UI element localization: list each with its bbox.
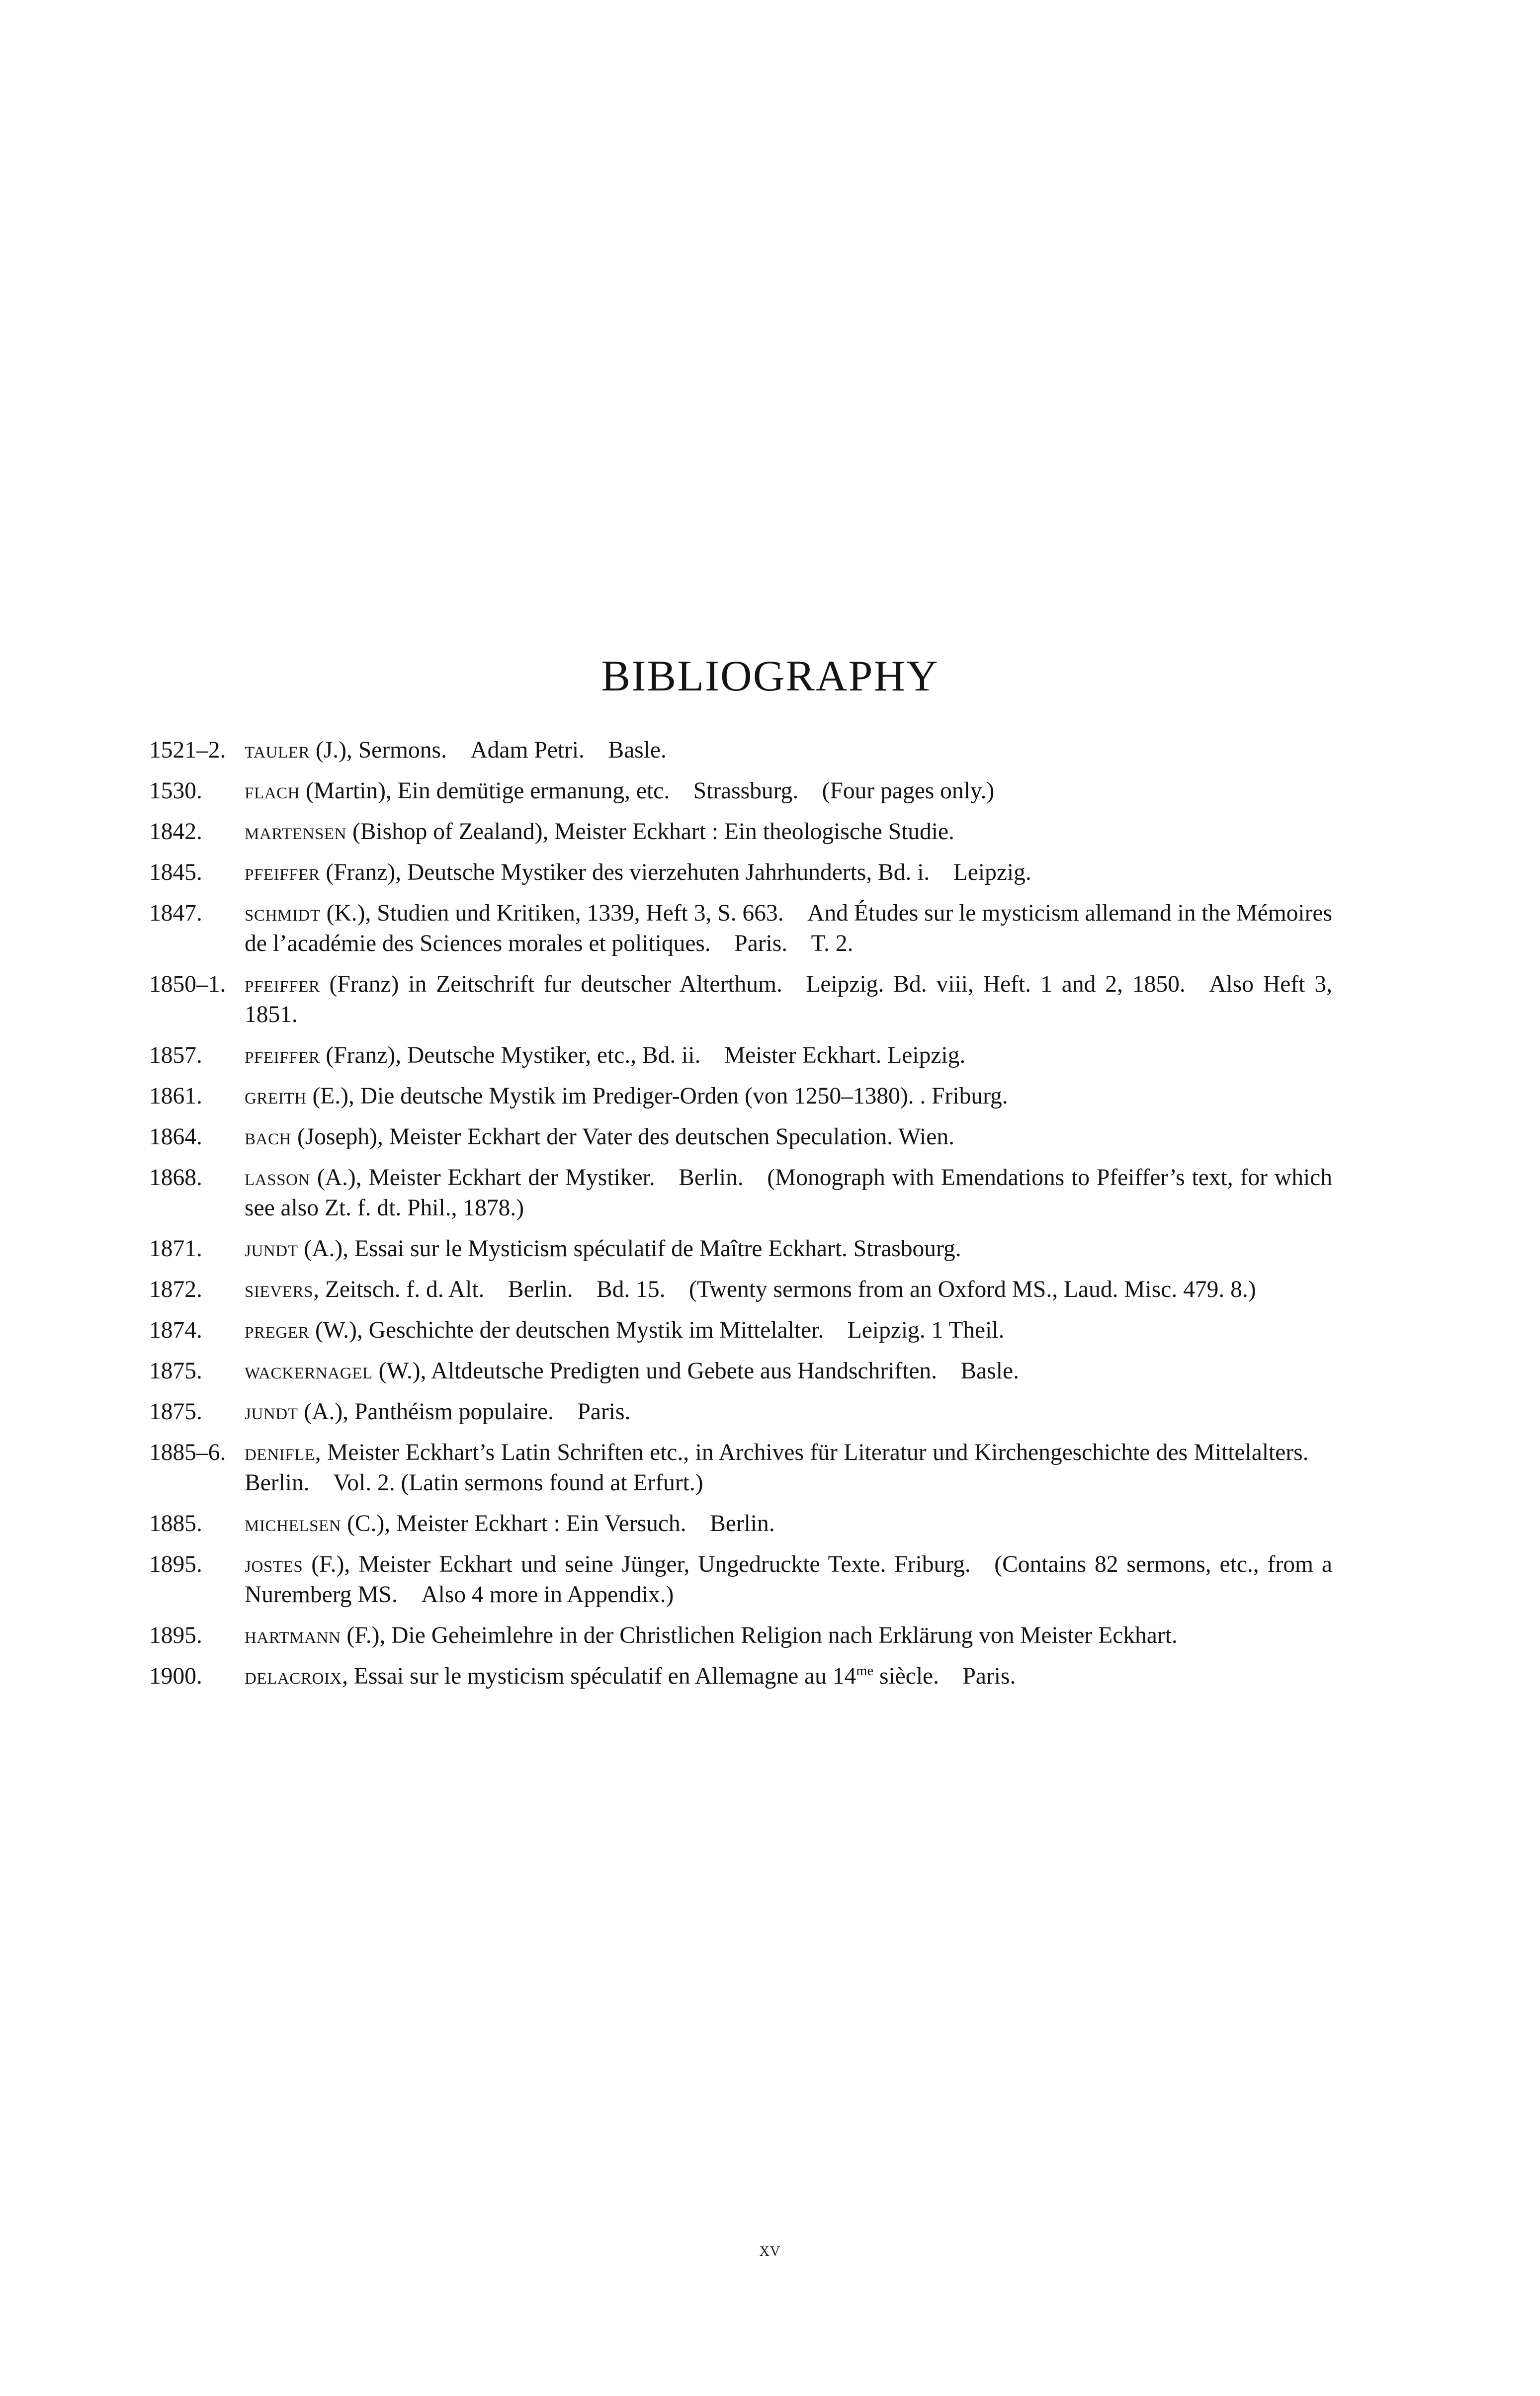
entry-author: jundt [245, 1399, 298, 1425]
entry-text-tail: siècle. Paris. [873, 1663, 1016, 1689]
entry-text: (F.), Meister Eckhart und seine Jünger, Ungedruckte Texte. Friburg. (Contains 82 sermons, etc., from a Nuremberg MS. Also 4 more in Appendix.) [245, 1551, 1332, 1608]
entry-body [188, 735, 1332, 766]
entry-body [188, 1122, 1332, 1152]
entry-text: (Joseph), Meister Eckhart der Vater des deutschen Speculation. Wien. [291, 1124, 954, 1150]
entry-body [188, 1040, 1332, 1071]
entry-text: (A.), Panthéism populaire. Paris. [298, 1399, 631, 1425]
bibliography-entry [149, 1040, 1332, 1071]
bibliography-entry [149, 1315, 1332, 1346]
entry-text: (Franz), Deutsche Mystiker, etc., Bd. ii. Meister Eckhart. Leipzig. [320, 1042, 966, 1068]
entry-year: 1885–6. [149, 1440, 226, 1465]
entry-body [188, 776, 1332, 806]
entry-author: jostes [245, 1551, 303, 1577]
entry-text: (C.), Meister Eckhart : Ein Versuch. Berlin. [341, 1511, 775, 1537]
bibliography-entry [149, 898, 1332, 959]
bibliography-entry [149, 1275, 1332, 1305]
entry-text: (A.), Essai sur le Mysticism spéculatif de Maître Eckhart. Strasbourg. [298, 1236, 961, 1262]
entry-author: delacroix [245, 1663, 342, 1689]
bibliography-entry [149, 1081, 1332, 1112]
entry-body [188, 1081, 1332, 1112]
entry-text: (A.), Meister Eckhart der Mystiker. Berlin. (Monograph with Emendations to Pfeiffer’s text, for which see also Zt. f. dt. Phil., 1878.) [245, 1165, 1332, 1221]
entry-body [188, 817, 1332, 847]
bibliography-entry [149, 1549, 1332, 1610]
entry-author: jundt [245, 1236, 298, 1262]
entry-text: (Martin), Ein demütige ermanung, etc. Strassburg. (Four pages only.) [300, 778, 995, 804]
entry-body [188, 1356, 1332, 1386]
entry-year: 1521–2. [149, 737, 226, 763]
entry-author: pfeiffer [245, 971, 320, 997]
entry-body [188, 969, 1332, 1030]
entry-author: pfeiffer [245, 859, 320, 885]
bibliography-entry [149, 969, 1332, 1030]
entry-text: , Meister Eckhart’s Latin Schriften etc., in Archives für Literatur und Kirchengeschichte des Mittelalters. Berlin. Vol. 2. (Latin sermons found at Erfurt.) [245, 1440, 1332, 1496]
entry-year: 1845. [149, 859, 202, 885]
entry-year: 1850–1. [149, 971, 226, 997]
bibliography-entry [149, 1122, 1332, 1152]
entry-year: 1900. [149, 1663, 202, 1689]
entry-text: , Zeitsch. f. d. Alt. Berlin. Bd. 15. (Twenty sermons from an Oxford MS., Laud. Misc. 479. 8.) [313, 1277, 1256, 1302]
entry-year: 1847. [149, 900, 202, 926]
entry-text: (Franz) in Zeitschrift fur deutscher Alterthum. Leipzig. Bd. viii, Heft. 1 and 2, 1850. Also Heft 3, 1851. [245, 971, 1332, 1027]
entry-author: pfeiffer [245, 1042, 320, 1068]
entry-author: denifle [245, 1440, 315, 1465]
entry-author: michelsen [245, 1511, 342, 1537]
entry-year: 1842. [149, 819, 202, 845]
entry-text: (J.), Sermons. Adam Petri. Basle. [310, 737, 667, 763]
entry-body [188, 1315, 1332, 1346]
entry-text: (W.), Geschichte der deutschen Mystik im Mittelalter. Leipzig. 1 Theil. [309, 1317, 1005, 1343]
entry-body [188, 1509, 1332, 1539]
entry-body [188, 898, 1332, 959]
bibliography-entry [149, 1438, 1332, 1498]
bibliography-list [149, 735, 1332, 1692]
entry-year: 1864. [149, 1124, 202, 1150]
entry-author: hartmann [245, 1623, 341, 1648]
entry-text: (Bishop of Zealand), Meister Eckhart : Ein theologische Studie. [346, 819, 954, 845]
bibliography-entry [149, 1661, 1332, 1692]
entry-author: flach [245, 778, 300, 804]
entry-text: (E.), Die deutsche Mystik im Prediger-Orden (von 1250–1380). . Friburg. [306, 1083, 1008, 1109]
bibliography-entry [149, 1397, 1332, 1427]
bibliography-entry [149, 1356, 1332, 1386]
entry-text: , Essai sur le mysticism spéculatif en Allemagne au 14 [342, 1663, 856, 1689]
bibliography-entry [149, 817, 1332, 847]
entry-author: sievers [245, 1277, 314, 1302]
entry-year: 1868. [149, 1165, 202, 1191]
entry-body [188, 1163, 1332, 1223]
entry-year: 1861. [149, 1083, 202, 1109]
entry-year: 1857. [149, 1042, 202, 1068]
entry-text: (W.), Altdeutsche Predigten und Gebete aus Handschriften. Basle. [372, 1358, 1019, 1384]
entry-body [188, 1661, 1332, 1692]
entry-body [188, 1397, 1332, 1427]
entry-author: martensen [245, 819, 347, 845]
page-number: xv [759, 2238, 781, 2260]
entry-body [188, 1234, 1332, 1264]
entry-body [188, 1549, 1332, 1610]
entry-author: lasson [245, 1165, 310, 1191]
bibliography-entry [149, 735, 1332, 766]
entry-year: 1875. [149, 1399, 202, 1425]
bibliography-entry [149, 776, 1332, 806]
entry-text: (F.), Die Geheimlehre in der Christlichen Religion nach Erklärung von Meister Eckhart. [341, 1623, 1178, 1648]
entry-author: schmidt [245, 900, 321, 926]
bibliography-entry [149, 1621, 1332, 1651]
entry-text: (K.), Studien und Kritiken, 1339, Heft 3, S. 663. And Études sur le mysticism allemand in the Mémoires de l’académie des Sciences morales et politiques. Paris. T. 2. [245, 900, 1332, 956]
bibliography-entry [149, 1163, 1332, 1223]
entry-text: (Franz), Deutsche Mystiker des vierzehuten Jahrhunderts, Bd. i. Leipzig. [320, 859, 1031, 885]
entry-year: 1895. [149, 1551, 202, 1577]
entry-body [188, 1275, 1332, 1305]
bibliography-entry [149, 857, 1332, 888]
entry-author: tauler [245, 737, 310, 763]
entry-author: preger [245, 1317, 310, 1343]
entry-year: 1885. [149, 1511, 202, 1537]
entry-year: 1875. [149, 1358, 202, 1384]
page-title: BIBLIOGRAPHY [601, 652, 939, 700]
entry-author: wackernagel [245, 1358, 373, 1384]
entry-author: bach [245, 1124, 292, 1150]
entry-year: 1871. [149, 1236, 202, 1262]
entry-body [188, 857, 1332, 888]
entry-year: 1872. [149, 1277, 202, 1302]
entry-body [188, 1438, 1332, 1498]
bibliography-entry [149, 1234, 1332, 1264]
entry-year: 1874. [149, 1317, 202, 1343]
bibliography-entry [149, 1509, 1332, 1539]
entry-year: 1530. [149, 778, 202, 804]
entry-year: 1895. [149, 1623, 202, 1648]
entry-author: greith [245, 1083, 307, 1109]
entry-body [188, 1621, 1332, 1651]
entry-superscript: me [856, 1663, 874, 1679]
